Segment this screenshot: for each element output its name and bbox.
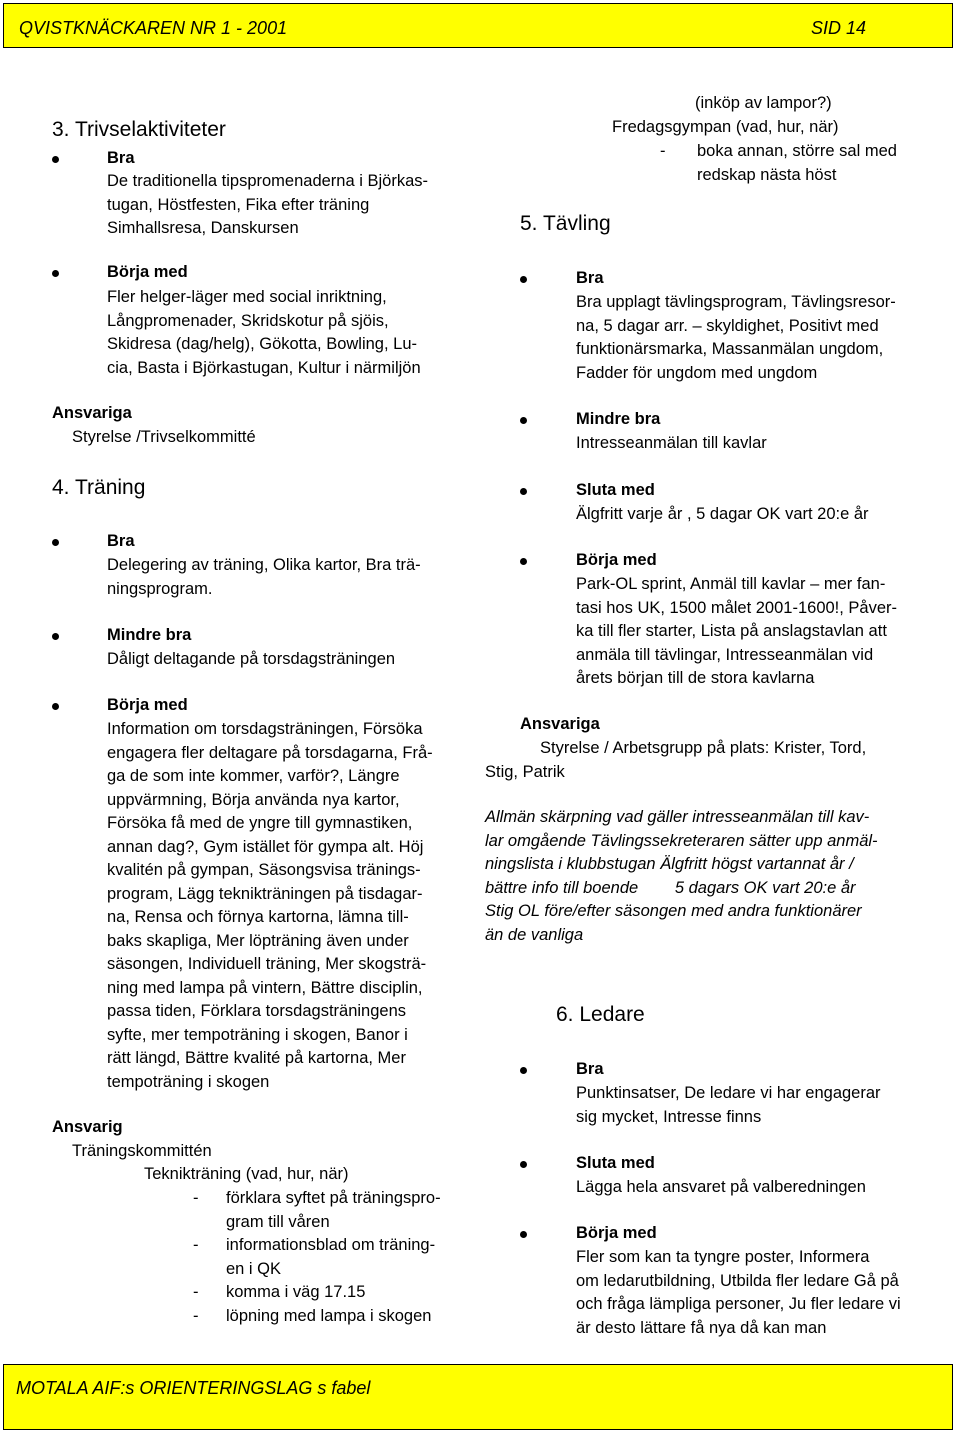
bullet	[520, 1161, 527, 1168]
text-block: Park-OL sprint, Anmäl till kavlar – mer fan- tasi hos UK, 1500 målet 2001-1600!, Påver- ka till fler starter, Lista på anslagstavlan att anmäla till tävlingar, Intresseanmälan vid årets början till de stora kavlarna	[576, 575, 898, 687]
bullet	[520, 417, 527, 424]
bullet	[52, 539, 59, 546]
bullet	[520, 1231, 527, 1238]
bullet	[520, 558, 527, 565]
text-block: De traditionella tipspromenaderna i Björkas- tugan, Höstfesten, Fika efter träning Simhallsresa, Danskursen	[107, 172, 428, 237]
italic-note: Allmän skärpning vad gäller intresseanmälan till kav- lar omgående Tävlingssekreteraren sätter upp anmäl- ningslista i klubbstugan Älgfritt högst vartannat år / bättre info till boende 5 dagars OK vart 20:e år Stig OL före/efter säsongen med andra funktionärer än de vanliga	[485, 808, 878, 944]
section-heading-5: 5. Tävling	[520, 212, 611, 235]
header-title: QVISTKNÄCKAREN NR 1 - 2001	[19, 18, 288, 38]
label-bra: Bra	[107, 532, 135, 550]
list-item: informationsblad om träning- en i QK	[226, 1236, 436, 1278]
label-borja-med: Börja med	[107, 263, 188, 281]
label-mindre-bra: Mindre bra	[107, 626, 192, 644]
bullet	[520, 1067, 527, 1074]
dash: -	[660, 142, 666, 160]
list-item: komma i väg 17.15	[226, 1283, 366, 1301]
page-header	[3, 3, 953, 48]
text-line: Lägga hela ansvaret på valberedningen	[576, 1178, 866, 1196]
page-footer	[3, 1364, 953, 1430]
bullet	[520, 488, 527, 495]
section-heading-3: 3. Trivselaktiviteter	[52, 118, 226, 141]
label-ansvariga: Ansvariga	[520, 715, 600, 733]
label-borja-med: Börja med	[107, 696, 188, 714]
text-line: Fredagsgympan (vad, hur, när)	[612, 118, 839, 136]
text-line: Stig, Patrik	[485, 763, 565, 781]
text-block: Punktinsatser, De ledare vi har engagerar sig mycket, Intresse finns	[576, 1084, 881, 1126]
section-heading-4: 4. Träning	[52, 476, 146, 499]
dash: -	[193, 1236, 199, 1254]
label-ansvariga: Ansvariga	[52, 404, 132, 422]
label-bra: Bra	[576, 269, 604, 287]
dash: -	[193, 1189, 199, 1207]
text-line: Styrelse / Arbetsgrupp på plats: Krister, Tord,	[540, 739, 867, 757]
text-line: Älgfritt varje år , 5 dagar OK vart 20:e år	[576, 505, 869, 523]
label-mindre-bra: Mindre bra	[576, 410, 661, 428]
bullet	[52, 156, 59, 163]
label-borja-med: Börja med	[576, 1224, 657, 1242]
text-line: Dåligt deltagande på torsdagsträningen	[107, 650, 396, 668]
dash: -	[193, 1307, 199, 1325]
list-item: förklara syftet på träningspro- gram till våren	[226, 1189, 441, 1231]
text-line: Träningskommittén	[72, 1142, 212, 1160]
label-ansvarig: Ansvarig	[52, 1118, 123, 1136]
label-sluta-med: Sluta med	[576, 1154, 655, 1172]
text-block: Fler helger-läger med social inriktning, Långpromenader, Skridskotur på sjöis, Skidresa (dag/helg), Gökotta, Bowling, Lu- cia, Basta i Björkastugan, Kultur i närmiljön	[107, 288, 421, 377]
text-block: Delegering av träning, Olika kartor, Bra trä- ningsprogram.	[107, 556, 421, 598]
bullet	[52, 270, 59, 277]
label-bra: Bra	[107, 149, 135, 167]
header-page-number: SID 14	[810, 18, 866, 38]
text-line: Teknikträning (vad, hur, när)	[144, 1165, 349, 1183]
label-bra: Bra	[576, 1060, 604, 1078]
text-line: Styrelse /Trivselkommitté	[72, 428, 256, 446]
label-borja-med: Börja med	[576, 551, 657, 569]
list-item: löpning med lampa i skogen	[226, 1307, 432, 1325]
footer-text: MOTALA AIF:s ORIENTERINGSLAG s fabel	[16, 1378, 371, 1398]
text-block: Bra upplagt tävlingsprogram, Tävlingsresor- na, 5 dagar arr. – skyldighet, Positivt med funktionärsmarka, Massanmälan ungdom, Fadder för ungdom med ungdom	[576, 293, 896, 382]
list-item: boka annan, större sal med redskap nästa höst	[697, 142, 897, 184]
section-heading-6: 6. Ledare	[556, 1003, 645, 1026]
bullet	[52, 633, 59, 640]
text-line: (inköp av lampor?)	[695, 94, 832, 112]
label-sluta-med: Sluta med	[576, 481, 655, 499]
text-line: Intresseanmälan till kavlar	[576, 434, 767, 452]
text-block: Fler som kan ta tyngre poster, Informera om ledarutbildning, Utbilda fler ledare Gå på och fråga lämpliga personer, Ju fler ledare vi är desto lättare få nya då kan man	[576, 1248, 901, 1337]
bullet	[52, 703, 59, 710]
dash: -	[193, 1283, 199, 1301]
bullet	[520, 276, 527, 283]
text-block: Information om torsdagsträningen, Försöka engagera fler deltagare på torsdagarna, Frå- ga de som inte kommer, varför?, Längre uppvärmning, Börja använda nya kartor, Försöka få med de yngre till gymnastiken, annan dag?, Gym istället för gympa alt. Höj kvalitén på gympan, Säsongsvisa tränings- program, Lägg teknikträningen på tisdagar- na, Rensa och förnya kartorna, lämna till- baks skapliga, Mer löpträning även under säsongen, Individuell träning, Mer skogsträ- ning med lampa på vintern, Bättre disciplin, passa tiden, Förklara torsdagsträningens syfte, mer tempoträning i skogen, Banor i rätt längd, Bättre kvalité på kartorna, Mer tempoträning i skogen	[107, 720, 433, 1091]
